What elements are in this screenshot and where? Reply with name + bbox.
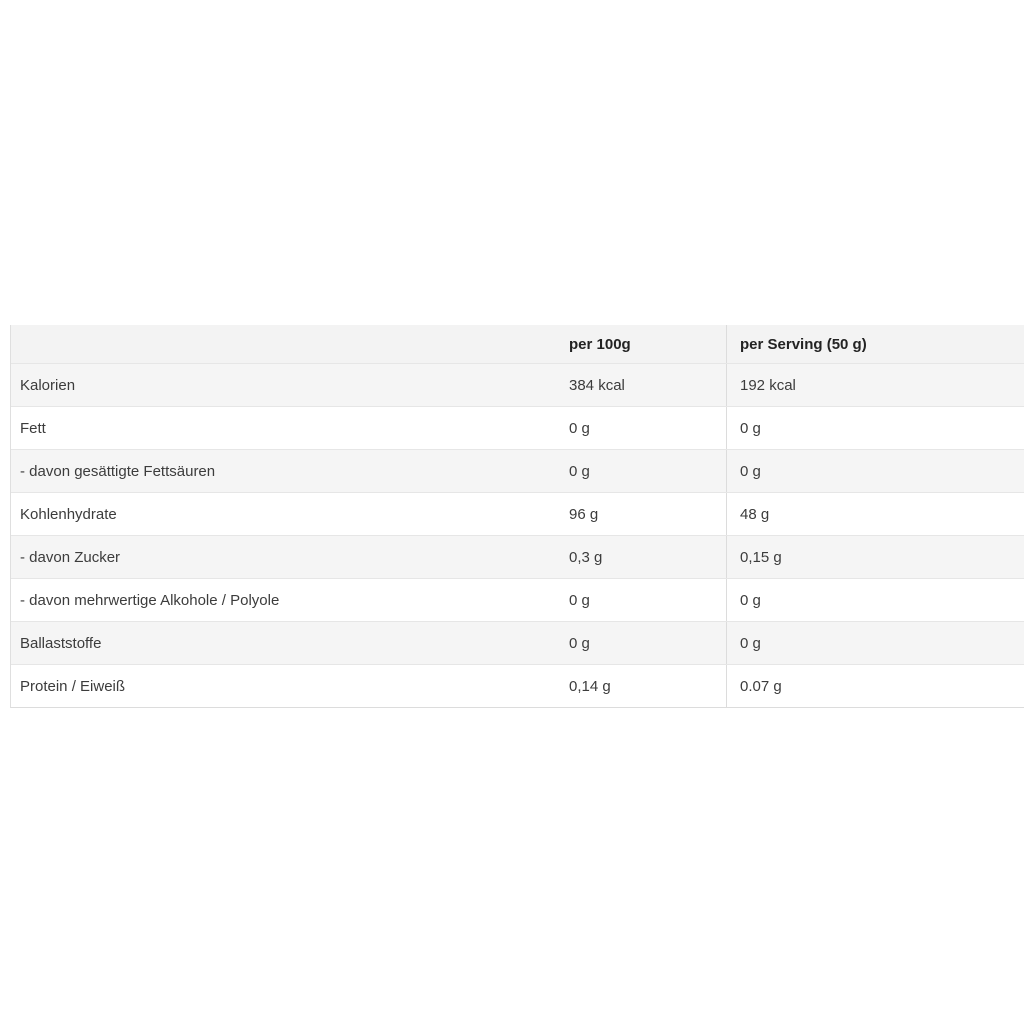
table-row [11, 621, 1024, 664]
per-100g-value: 0 g [569, 634, 590, 652]
nutrient-label: - davon gesättigte Fettsäuren [20, 462, 216, 480]
nutrient-label: Ballaststoffe [20, 634, 102, 652]
nutrient-label: - davon mehrwertige Alkohole / Polyole [20, 591, 280, 609]
nutrition-facts-table [10, 325, 1024, 708]
per-100g-value: 0,3 g [569, 548, 603, 566]
table-row [11, 363, 1024, 406]
nutrient-label: Fett [20, 419, 46, 437]
nutrient-label: - davon Zucker [20, 548, 121, 566]
per-100g-value: 0 g [569, 419, 590, 437]
table-row [11, 578, 1024, 621]
per-100g-value: 0 g [569, 462, 590, 480]
table-header-row [11, 325, 1024, 363]
per-serving-value: 0 g [726, 407, 1024, 449]
per-100g-value: 384 kcal [569, 376, 625, 394]
column-header-per-serving: per Serving (50 g) [726, 325, 1024, 363]
table-row [11, 535, 1024, 578]
per-100g-value: 96 g [569, 505, 599, 523]
per-serving-value: 0,15 g [726, 536, 1024, 578]
per-100g-value: 0 g [569, 591, 590, 609]
per-100g-value: 0,14 g [569, 677, 611, 695]
per-serving-value: 0 g [726, 579, 1024, 621]
per-serving-value: 0 g [726, 622, 1024, 664]
per-serving-value: 0.07 g [726, 665, 1024, 707]
nutrient-label: Kalorien [20, 376, 76, 394]
table-row [11, 664, 1024, 707]
table-row [11, 406, 1024, 449]
per-serving-value: 48 g [726, 493, 1024, 535]
column-header-per-100g: per 100g [569, 335, 631, 353]
per-serving-value: 0 g [726, 450, 1024, 492]
per-serving-value: 192 kcal [726, 364, 1024, 406]
nutrient-label: Kohlenhydrate [20, 505, 117, 523]
nutrient-label: Protein / Eiweiß [20, 677, 126, 695]
table-row [11, 449, 1024, 492]
table-row [11, 492, 1024, 535]
